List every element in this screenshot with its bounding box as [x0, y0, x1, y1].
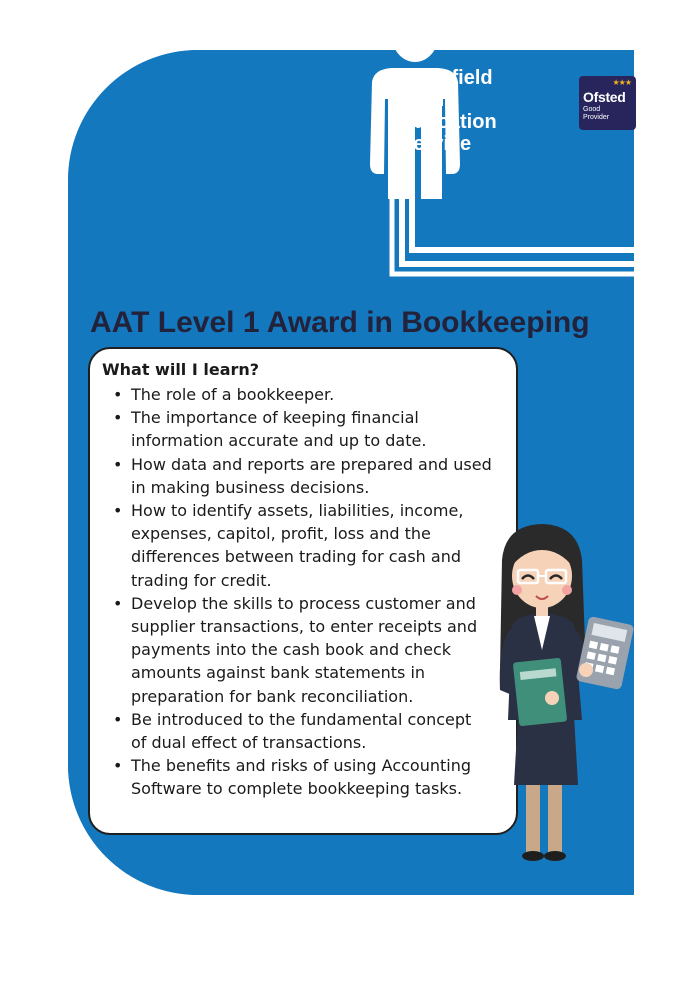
ofsted-rating-line: Good	[583, 106, 601, 113]
list-item-line: Software to complete bookkeeping tasks.	[131, 779, 463, 799]
bookkeeper-woman-icon	[490, 520, 640, 865]
list-item	[112, 453, 522, 499]
list-item-line: • The role of a bookkeeper.	[131, 385, 335, 404]
list-item-line: • The importance of keeping financial	[131, 408, 419, 428]
ofsted-name: Ofsted	[583, 89, 626, 105]
ofsted-rating-line: Provider	[583, 114, 610, 121]
list-item-line: trading for credit.	[131, 570, 272, 590]
list-item-line: • Be introduced to the fundamental concept	[131, 709, 472, 729]
list-item-line: information accurate and up to date.	[131, 431, 427, 451]
learning-points	[112, 383, 522, 801]
organisation-name-line: Service	[400, 133, 472, 155]
list-item	[112, 592, 522, 708]
list-item-line: preparation for bank reconciliation.	[131, 686, 414, 706]
list-item	[112, 708, 522, 754]
learning-heading: What will I learn?	[102, 360, 260, 379]
list-item-line: in making business decisions.	[131, 477, 370, 497]
list-item	[112, 383, 522, 406]
organisation-name	[400, 67, 497, 155]
list-item-line: • How to identify assets, liabilities, income,	[131, 501, 464, 521]
list-item-line: supplier transactions, to enter receipts and	[131, 617, 478, 637]
organisation-name-line: Education	[400, 111, 497, 133]
list-item-line: payments into the cash book and check	[131, 640, 452, 660]
course-title: AAT Level 1 Award in Bookkeeping	[90, 306, 590, 339]
list-item-line: • The benefits and risks of using Accounting	[131, 756, 471, 776]
list-item	[112, 406, 522, 452]
list-item-line: • How data and reports are prepared and used	[131, 454, 492, 474]
organisation-name-line: Adult	[400, 89, 452, 111]
list-item	[112, 499, 522, 592]
list-item-line: amounts against bank statements in	[131, 663, 426, 683]
list-item-line: of dual effect of transactions.	[131, 733, 367, 753]
list-item-line: differences between trading for cash and	[131, 547, 462, 567]
list-item-line: • Develop the skills to process customer and	[131, 593, 476, 613]
ofsted-badge	[579, 76, 636, 130]
organisation-name-line: Wakefield	[400, 67, 493, 89]
stars-icon: ★★★	[612, 78, 631, 87]
list-item-line: expenses, capitol, profit, loss and the	[131, 524, 431, 544]
list-item	[112, 754, 522, 800]
